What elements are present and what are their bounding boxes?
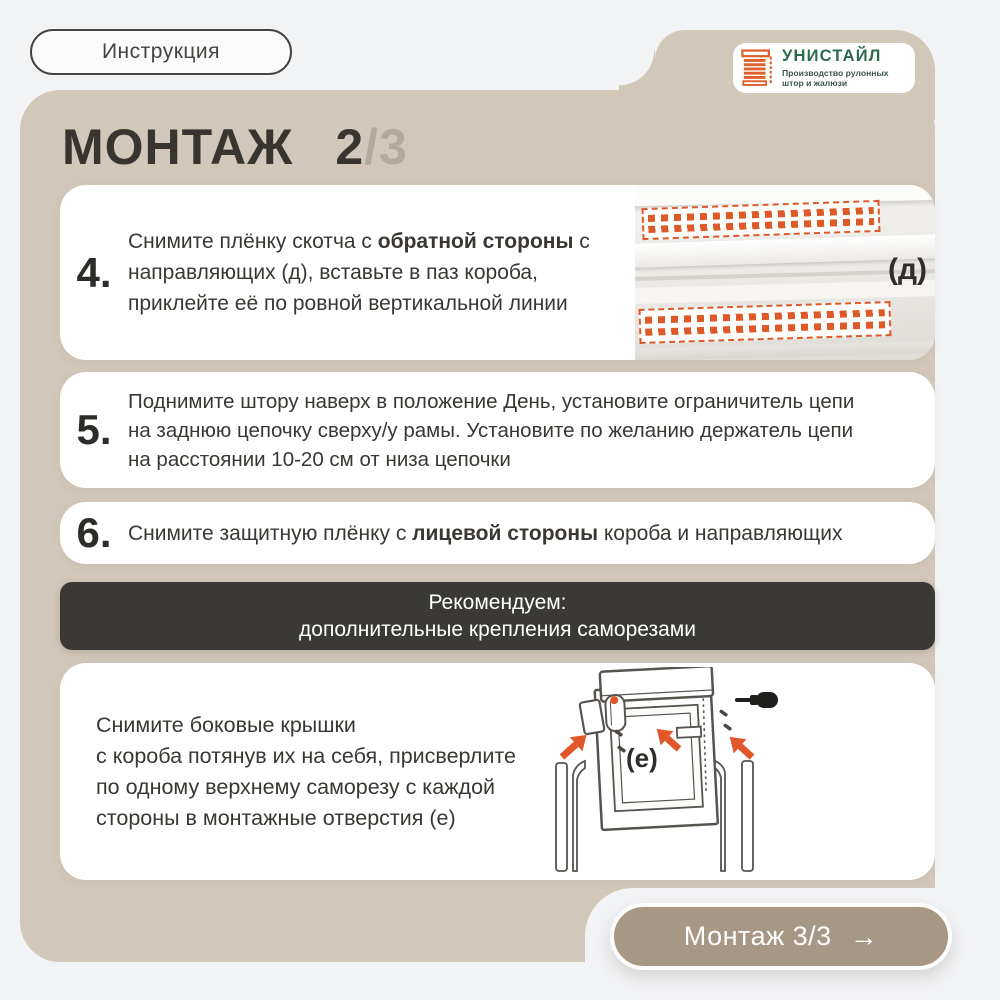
tape-dots [645, 321, 885, 336]
blinds-logo-icon [741, 49, 775, 87]
page-title [62, 119, 408, 175]
tape-strip-bottom [639, 301, 892, 344]
brand-logo [733, 43, 915, 93]
rail-band [635, 341, 935, 360]
page-current: 2 [335, 119, 365, 175]
step-4-line-3: приклейте её по ровной вертикальной линии [128, 292, 568, 315]
step-4-line-1: Снимите плёнку скотча с обратной стороны с [128, 230, 590, 253]
recommendation-line-1: Рекомендуем: [428, 590, 567, 614]
screwdriver-icon [735, 692, 778, 708]
step-6-card [60, 502, 935, 564]
step-6-number: 6. [76, 509, 112, 556]
step-5-text [128, 387, 854, 474]
step-4-text [128, 226, 590, 319]
step-6-line-1: Снимите защитную плёнку с лицевой стороны короба и направляющих [128, 521, 843, 545]
final-step-card [60, 663, 935, 880]
step-4-number: 4. [76, 248, 112, 296]
diagram-label-e: (e) [626, 743, 658, 773]
next-page-label: Монтаж 3/3 [683, 921, 832, 951]
step-4-line-2: направляющих (д), вставьте в паз короба, [128, 261, 538, 284]
final-line-2: с короба потянув их на себя, присверлите [96, 743, 516, 768]
step-4-card [60, 185, 935, 360]
rails-photo [635, 185, 935, 360]
step-5-line-1: Поднимите штору наверх в положение День, установите ограничитель цепи [128, 389, 855, 413]
final-line-1: Снимите боковые крышки [96, 712, 356, 737]
step-5-card [60, 372, 935, 488]
step-6-text [128, 518, 843, 549]
page-title-text: МОНТАЖ [62, 119, 294, 175]
instruction-badge-label: Инструкция [101, 40, 221, 63]
brand-tagline-line2: штор и жалюзи [782, 77, 848, 88]
tab-fillet [619, 50, 655, 91]
tape-strip-top [642, 200, 881, 240]
final-line-3: по одному верхнему саморезу с каждой [96, 774, 496, 799]
final-line-4: стороны в монтажные отверстия (е) [96, 805, 456, 830]
page-total: /3 [364, 119, 408, 175]
side-cap [579, 700, 604, 735]
brand-logo-texts [782, 48, 889, 88]
next-page-button[interactable] [610, 903, 952, 970]
photo-label-d: (д) [887, 253, 927, 286]
brand-tagline-line1: Производство рулонных [782, 67, 889, 78]
step-5-number: 5. [76, 406, 112, 453]
step-5-line-2: на заднюю цепочку сверху/у рамы. Установите по желанию держатель цепи [128, 418, 854, 442]
step-5-line-3: на расстоянии 10-20 см от низа цепочки [128, 447, 511, 471]
instruction-badge [30, 29, 292, 75]
installation-diagram [546, 667, 802, 876]
page-indicator [335, 119, 408, 175]
brand-name: УНИСТАЙЛ [782, 47, 882, 66]
final-step-text [96, 710, 516, 834]
recommendation-banner [60, 582, 935, 650]
handle [677, 727, 701, 738]
arrow-right-icon: → [849, 920, 879, 952]
recommendation-line-2: дополнительные крепления саморезами [299, 617, 696, 641]
